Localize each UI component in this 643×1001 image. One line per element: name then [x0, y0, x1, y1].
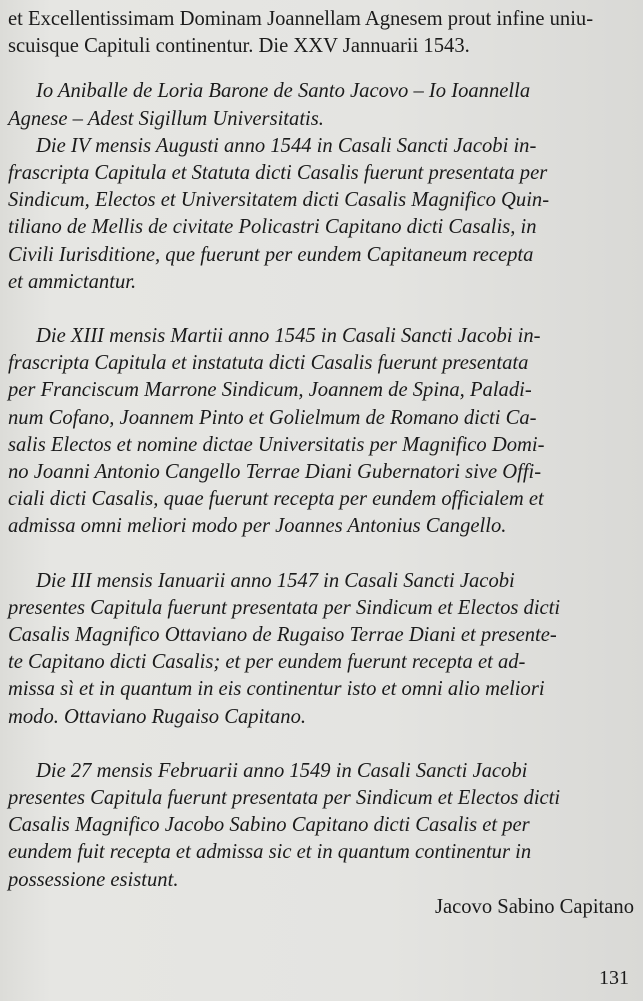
- text-line: frascripta Capitula et instatuta dicti Casalis fuerunt presentata: [8, 352, 529, 375]
- text-line: no Joanni Antonio Cangello Terrae Diani Gubernatori sive Offi-: [8, 461, 542, 484]
- text-line: Casalis Magnifico Jacobo Sabino Capitano dicti Casalis et per: [8, 814, 530, 837]
- text-line: presentes Capitula fuerunt presentata per Sindicum et Electos dicti: [8, 787, 561, 810]
- text-line: presentes Capitula fuerunt presentata per Sindicum et Electos dicti: [8, 596, 561, 619]
- text-line: modo. Ottaviano Rugaiso Capitano.: [8, 705, 307, 728]
- text-line: salis Electos et nomine dictae Universitatis per Magnifico Domi-: [8, 433, 545, 456]
- text-line: Civili Iurisditione, que fuerunt per eundem Capitaneum recepta: [8, 243, 534, 266]
- document-body: [8, 6, 634, 921]
- text-line: Die III mensis Ianuarii anno 1547 in Casali Sancti Jacobi: [36, 569, 515, 592]
- text-line: possessione esistunt.: [8, 868, 179, 891]
- text-line: admissa omni meliori modo per Joannes Antonius Cangello.: [8, 515, 507, 538]
- text-line: Sindicum, Electos et Universitatem dicti Casalis Magnifico Quin-: [8, 189, 550, 212]
- text-line: frascripta Capitula et Statuta dicti Casalis fuerunt presentata per: [8, 162, 548, 185]
- text-line: Casalis Magnifico Ottaviano de Rugaiso Terrae Diani et presente-: [8, 624, 557, 647]
- text-line: et ammictantur.: [8, 270, 137, 293]
- text-line: Die IV mensis Augusti anno 1544 in Casali Sancti Jacobi in-: [36, 134, 537, 157]
- text-line: scuisque Capituli continentur. Die XXV Jannuarii 1543.: [8, 35, 470, 58]
- entry-1545: [8, 323, 634, 541]
- entry-1544: [8, 133, 634, 296]
- text-line: tiliano de Mellis de civitate Policastri Capitano dicti Casalis, in: [8, 216, 537, 239]
- text-line: te Capitano dicti Casalis; et per eundem fuerunt recepta et ad-: [8, 651, 526, 674]
- entry-1549: [8, 758, 634, 894]
- text-line: Agnese – Adest Sigillum Universitatis.: [8, 107, 324, 130]
- closing-signature: Jacovo Sabino Capitano: [434, 895, 634, 918]
- text-line: Io Aniballe de Loria Barone de Santo Jacovo – Io Ioannella: [36, 80, 531, 103]
- text-line: missa sì et in quantum in eis continentur isto et omni alio meliori: [8, 678, 545, 701]
- text-line: et Excellentissimam Dominam Joannellam Agnesem prout infine uniu-: [8, 8, 594, 30]
- text-line: eundem fuit recepta et admissa sic et in quantum continentur in: [8, 841, 532, 864]
- text-line: per Franciscum Marrone Sindicum, Joannem de Spina, Paladi-: [8, 379, 532, 402]
- signatures-paragraph: [8, 78, 634, 132]
- text-line: num Cofano, Joannem Pinto et Golielmum de Romano dicti Ca-: [8, 406, 537, 429]
- text-line: Die 27 mensis Februarii anno 1549 in Casali Sancti Jacobi: [36, 759, 528, 782]
- page-number: 131: [599, 967, 629, 989]
- entry-1547: [8, 568, 634, 731]
- text-line: ciali dicti Casalis, quae fuerunt recepta per eundem officialem et: [8, 488, 544, 511]
- text-line: Die XIII mensis Martii anno 1545 in Casali Sancti Jacobi in-: [36, 325, 541, 348]
- opening-paragraph: [8, 6, 634, 60]
